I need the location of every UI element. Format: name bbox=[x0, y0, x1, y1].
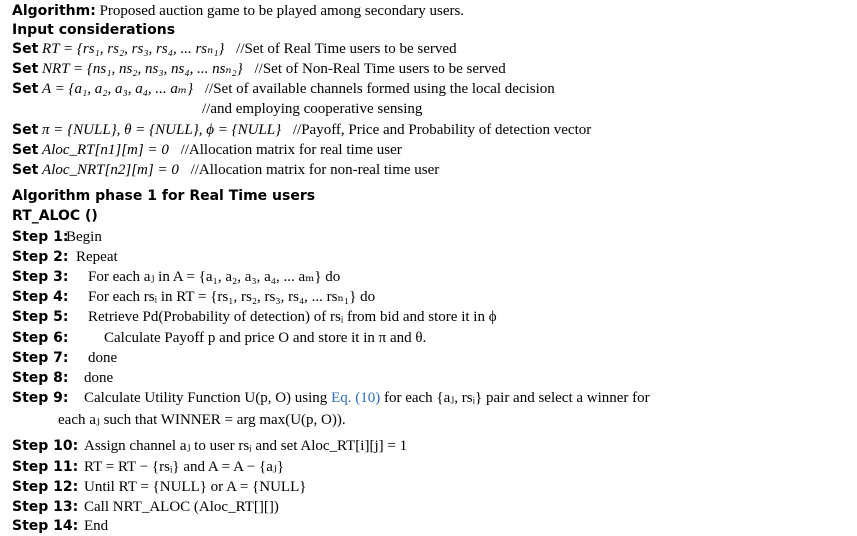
equation-link[interactable]: Eq. (10) bbox=[331, 390, 381, 406]
step-row bbox=[12, 389, 650, 407]
step-row bbox=[12, 478, 306, 496]
step-text: Call NRT_ALOC (Aloc_RT[][]) bbox=[84, 499, 279, 515]
step-label: Step 9: bbox=[12, 390, 69, 406]
step-label: Step 13: bbox=[12, 499, 79, 515]
input-comment: //Set of Real Time users to be served bbox=[236, 41, 457, 57]
input-expr: Aloc_RT[n1][m] = 0 bbox=[42, 142, 169, 158]
step-text: For each rsᵢ in RT = {rs₁, rs₂, rs₃, rs₄, ... rsₙ₁} do bbox=[88, 289, 376, 305]
step-label: Step 12: bbox=[12, 479, 79, 495]
step-text: End bbox=[84, 518, 109, 534]
step-row bbox=[12, 308, 497, 326]
set-keyword: Set bbox=[12, 81, 39, 97]
step-label: Step 3: bbox=[12, 269, 69, 285]
step-text: Until RT = {NULL} or A = {NULL} bbox=[84, 479, 307, 495]
step-text: Begin bbox=[66, 229, 102, 245]
input-line-a-cont bbox=[202, 100, 422, 118]
input-expr: NRT = {ns₁, ns₂, ns₃, ns₄, ... nsₙ₂} bbox=[42, 61, 243, 77]
step-row-cont bbox=[58, 411, 346, 429]
step-text: Retrieve Pd(Probability of detection) of rsᵢ from bid and store it in ϕ bbox=[88, 309, 497, 325]
input-comment: //Set of Non-Real Time users to be served bbox=[254, 61, 506, 77]
input-comment: //Allocation matrix for non-real time user bbox=[190, 162, 440, 178]
algorithm-title-line bbox=[12, 2, 464, 20]
input-expr: RT = {rs₁, rs₂, rs₃, rs₄, ... rsₙ₁} bbox=[42, 41, 225, 57]
set-keyword: Set bbox=[12, 142, 39, 158]
function-name: RT_ALOC () bbox=[12, 208, 98, 224]
input-comment: //and employing cooperative sensing bbox=[202, 101, 423, 117]
input-line-a bbox=[12, 80, 555, 98]
step-label: Step 1: bbox=[12, 229, 69, 245]
set-keyword: Set bbox=[12, 41, 39, 57]
step-row bbox=[12, 517, 108, 535]
step-text: Calculate Payoff p and price O and store it in π and θ. bbox=[104, 330, 427, 346]
step-row bbox=[12, 458, 284, 476]
step-row bbox=[12, 349, 117, 367]
step-row bbox=[12, 437, 407, 455]
step-text: Calculate Utility Function U(p, O) using bbox=[84, 390, 328, 406]
step-label: Step 5: bbox=[12, 309, 69, 325]
step-row bbox=[12, 228, 102, 246]
input-line-aloc-rt bbox=[12, 141, 402, 159]
step-label: Step 14: bbox=[12, 518, 79, 534]
algorithm-label: Algorithm: bbox=[12, 3, 96, 19]
step-row bbox=[12, 329, 426, 347]
step-label: Step 4: bbox=[12, 289, 69, 305]
input-line-nrt bbox=[12, 60, 506, 78]
input-comment: //Set of available channels formed using the local decision bbox=[204, 81, 555, 97]
step-row bbox=[12, 268, 340, 286]
step-label: Step 7: bbox=[12, 350, 69, 366]
step-row bbox=[12, 248, 118, 266]
input-line-vectors bbox=[12, 121, 591, 139]
algorithm-title: Proposed auction game to be played among secondary users. bbox=[99, 3, 465, 19]
set-keyword: Set bbox=[12, 162, 39, 178]
step-row bbox=[12, 369, 113, 387]
step-text-cont: each aⱼ such that WINNER = arg max(U(p, O)). bbox=[58, 412, 346, 428]
set-keyword: Set bbox=[12, 122, 39, 138]
step-label: Step 11: bbox=[12, 459, 79, 475]
input-line-aloc-nrt bbox=[12, 161, 439, 179]
step-text: Repeat bbox=[76, 249, 118, 265]
phase-heading: Algorithm phase 1 for Real Time users bbox=[12, 188, 316, 204]
step-label: Step 8: bbox=[12, 370, 69, 386]
step-row bbox=[12, 288, 375, 306]
input-comment: //Allocation matrix for real time user bbox=[180, 142, 402, 158]
input-line-rt bbox=[12, 40, 457, 58]
step-row bbox=[12, 498, 279, 516]
step-text-cont: for each {aⱼ, rsᵢ} pair and select a winner for bbox=[383, 390, 650, 406]
step-text: Assign channel aⱼ to user rsᵢ and set Aloc_RT[i][j] = 1 bbox=[84, 438, 408, 454]
input-expr: π = {NULL}, θ = {NULL}, ϕ = {NULL} bbox=[42, 122, 282, 138]
step-label: Step 2: bbox=[12, 249, 69, 265]
step-text: RT = RT − {rsᵢ} and A = A − {aⱼ} bbox=[84, 459, 285, 475]
input-expr: A = {a₁, a₂, a₃, a₄, ... aₘ} bbox=[42, 81, 194, 97]
step-label: Step 6: bbox=[12, 330, 69, 346]
input-heading: Input considerations bbox=[12, 22, 176, 38]
input-comment: //Payoff, Price and Probability of detection vector bbox=[292, 122, 592, 138]
step-text: For each aⱼ in A = {a₁, a₂, a₃, a₄, ... aₘ} do bbox=[88, 269, 341, 285]
input-expr: Aloc_NRT[n2][m] = 0 bbox=[42, 162, 179, 178]
step-text: done bbox=[84, 370, 114, 386]
step-label: Step 10: bbox=[12, 438, 79, 454]
set-keyword: Set bbox=[12, 61, 39, 77]
step-text: done bbox=[88, 350, 118, 366]
